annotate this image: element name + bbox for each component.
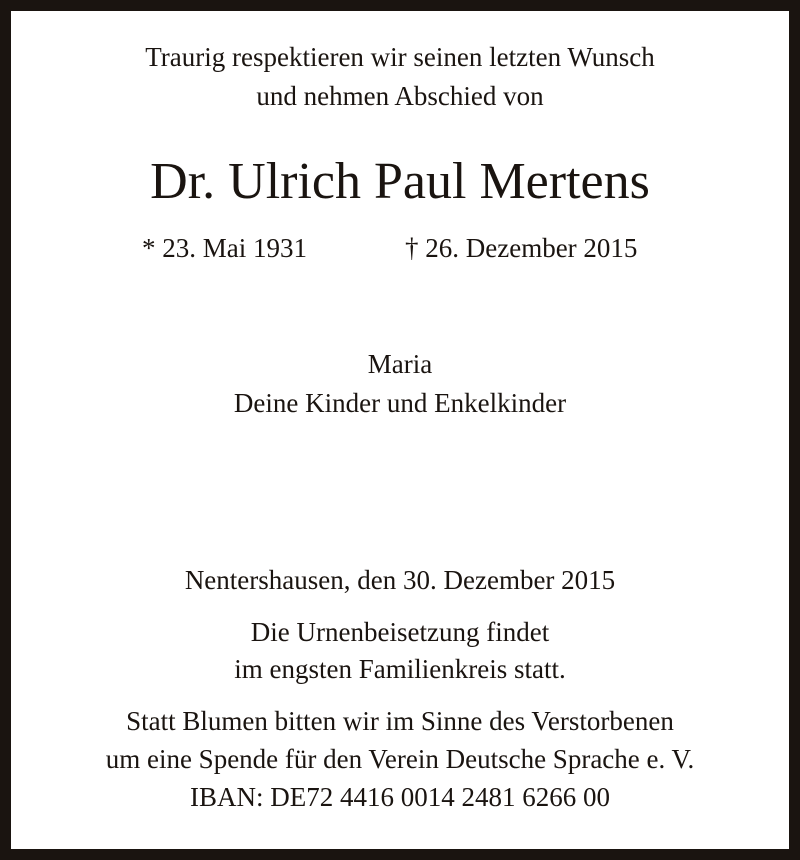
birth-date: * 23. Mai 1931 bbox=[142, 233, 307, 263]
intro-line-2: und nehmen Abschied von bbox=[256, 81, 544, 111]
death-date: † 26. Dezember 2015 bbox=[405, 233, 638, 263]
donation-line-1: Statt Blumen bitten wir im Sinne des Verstorbenen bbox=[126, 706, 674, 736]
intro-line-1: Traurig respektieren wir seinen letzten Wunsch bbox=[145, 42, 655, 72]
mourner-family: Deine Kinder und Enkelkinder bbox=[233, 388, 567, 418]
mourner-name: Maria bbox=[367, 349, 433, 379]
donation-line-2: um eine Spende für den Verein Deutsche Sprache e. V. bbox=[105, 744, 695, 774]
donation-iban: IBAN: DE72 4416 0014 2481 6266 00 bbox=[190, 782, 610, 812]
burial-line-1: Die Urnenbeisetzung findet bbox=[250, 617, 550, 647]
burial-line-2: im engsten Familienkreis statt. bbox=[234, 654, 566, 684]
place-and-date: Nentershausen, den 30. Dezember 2015 bbox=[184, 565, 616, 595]
deceased-name: Dr. Ulrich Paul Mertens bbox=[150, 153, 650, 210]
